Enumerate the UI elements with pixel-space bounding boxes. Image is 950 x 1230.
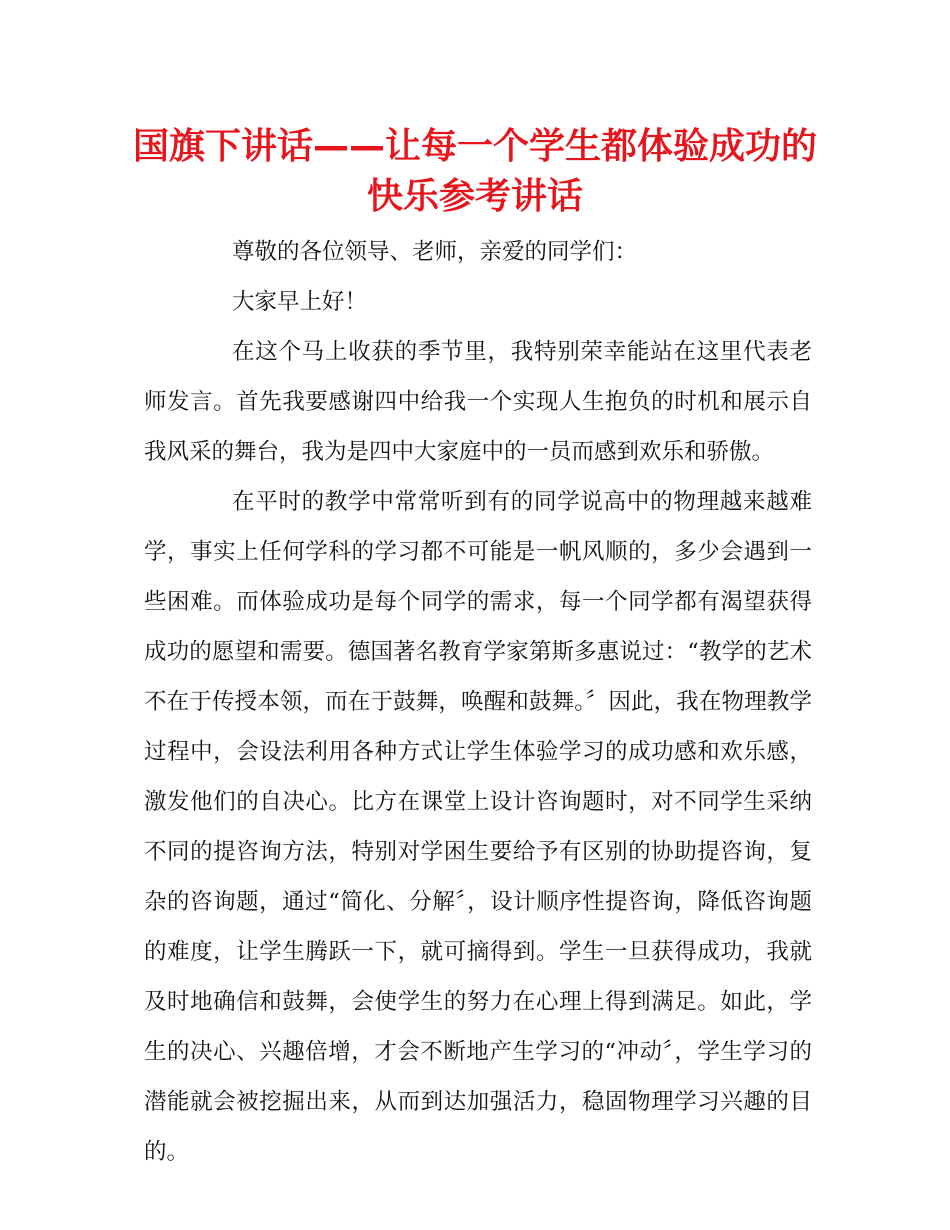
body-paragraph-1: 在这个马上收获的季节里，我特别荣幸能站在这里代表老师发言。首先我要感谢四中给我一个实现人生抱负的时机和展示自我风采的舞台，我为是四中大家庭中的一员而感到欢乐和骄傲。 <box>144 339 812 465</box>
document-title: 国旗下讲话——让每一个学生都体验成功的快乐参考讲话 <box>132 126 817 217</box>
document-body <box>144 227 812 1177</box>
body-paragraph-2: 在平时的教学中常常听到有的同学说高中的物理越来越难学，事实上任何学科的学习都不可能是一帆风顺的，多少会遇到一些困难。而体验成功是每个同学的需求，每一个同学都有渴望获得成功的愿望和需要。德国著名教育学家第斯多惠说过：“教学的艺术不在于传授本领，而在于鼓舞，唤醒和鼓舞。〞因此，我在物理教学过程中，会设法利用各种方式让学生体验学习的成功感和欢乐感，激发他们的自决心。比方在课堂上设计咨询题时，对不同学生采纳不同的提咨询方法，特别对学困生要给予有区别的协助提咨询，复杂的咨询题，通过“简化、分解〞，设计顺序性提咨询，降低咨询题的难度，让学生腾跃一下，就可摘得到。学生一旦获得成功，我就及时地确信和鼓舞，会使学生的努力在心理上得到满足。如此，学生的决心、兴趣倍增，才会不断地产生学习的“冲动〞，学生学习的潜能就会被挖掘出来，从而到达加强活力，稳固物理学习兴趣的目的。 <box>144 489 812 1165</box>
salutation-paragraph: 尊敬的各位领导、老师，亲爱的同学们： <box>232 239 638 265</box>
greeting-paragraph: 大家早上好！ <box>232 289 368 315</box>
